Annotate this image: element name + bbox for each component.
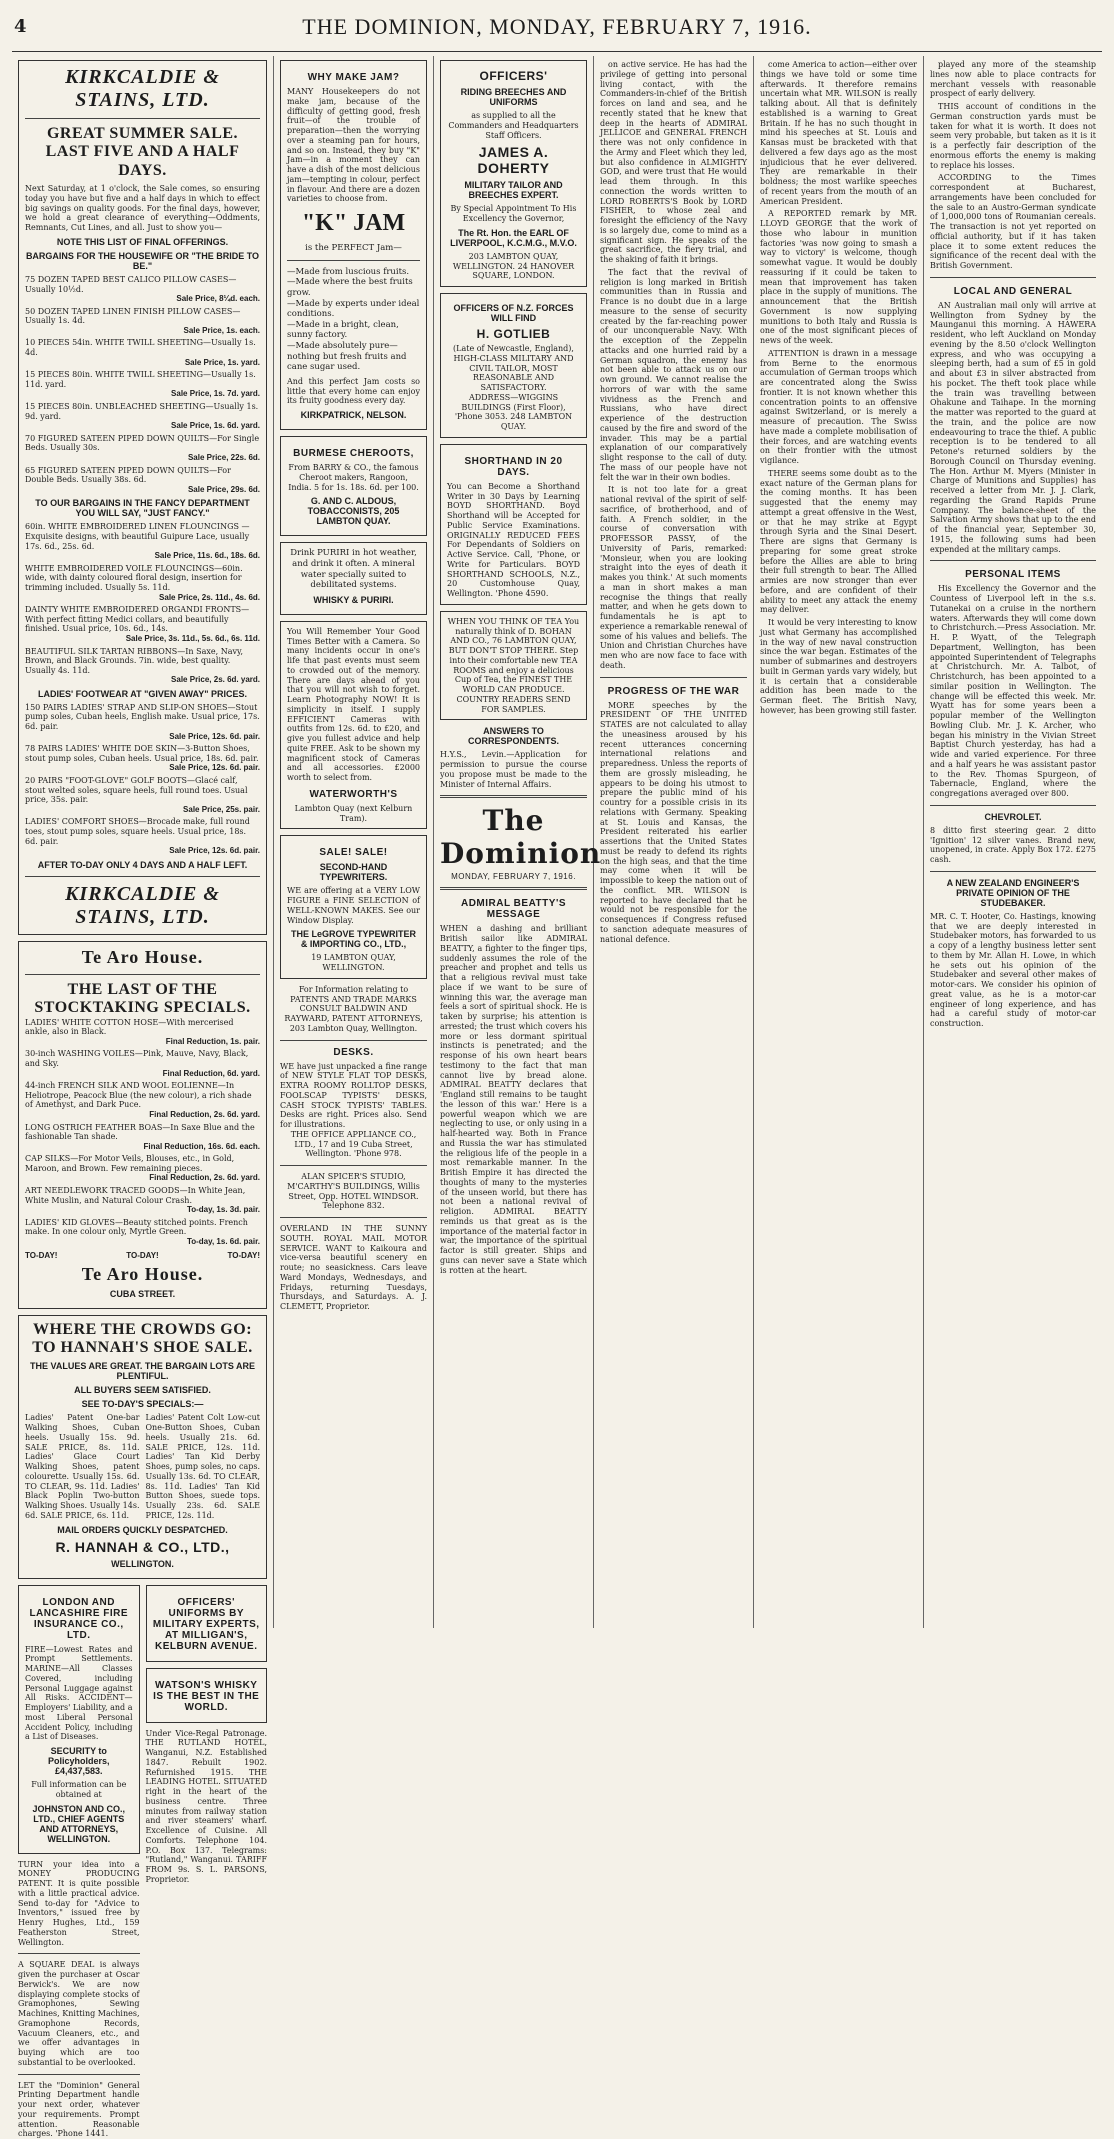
chevrolet-body: 8 ditto first steering gear. 2 ditto 'Ignition' 12 silver vanes. Brand new, unopened, in crate. Apply Box 172. £275 cash. (930, 825, 1096, 864)
aro-item: 44-inch FRENCH SILK AND WOOL EOLIENNE—In Heliotrope, Peacock Blue (the new colour), a rich shade of Amethyst, and Dark Puce. Final Reduction, 2s. 6d. yard. (25, 1081, 260, 1119)
sale-intro: Next Saturday, at 1 o'clock, the Sale comes, so ensuring today you have but five and a half days in which to effect big savings on quality goods. For the final days, however, we hold a great clearance of everything—Oddments, Remnants, Cut Lines, and all. Just to show you— (25, 184, 260, 233)
kjam-ad (280, 60, 427, 430)
typewriter-ad (280, 835, 427, 979)
after-today: AFTER TO-DAY ONLY 4 DAYS AND A HALF LEFT. (37, 859, 248, 870)
correspondents-body: H.Y.S., Levin.—Application for permission to pursue the course you propose must be made to the Minister of Internal Affairs. (440, 750, 587, 789)
kjam-point: —Made in a bright, clean, sunny factory. (287, 319, 399, 341)
gotlieb-name: H. GOTLIEB (476, 327, 551, 341)
sale-item: 10 PIECES 54in. WHITE TWILL SHEETING—Usually 1s. 4d. Sale Price, 1s. yard. (25, 338, 260, 367)
shorthand-heading: SHORTHAND IN 20 DAYS. (464, 455, 563, 478)
doherty-sub: MILITARY TAILOR AND BREECHES EXPERT. (464, 180, 563, 201)
dominion-date: MONDAY, FEBRUARY 7, 1916. (451, 872, 576, 882)
personal-body: His Excellency the Governor and the Countess of Liverpool left in the s.s. Tutanekai on a cruise in the northern waters. Afterwards they will come down to Christchurch.—Press Association. Mr. H. P. Wyatt, of the Telegraph Department, Wellington, has been appointed Superintendent of Telegraphs at Christchurch. Mr. A. Talbot, of Christchurch, has been appointed to a similar position in Wellington. The change will be effected this week. Mr. Wyatt has for some years been a popular member of the Wellington Bowling Club. Mr. J. K. Archer, who began his ministry in the Vivian Street Baptist Church yesterday, has had a wide and varied experience. For three and a half years he was assistant pastor to the Rev. Thomas Spurgeon, of Tabernacle, England, where the congregations averaged over 800. (930, 584, 1096, 798)
desks-heading: DESKS. (333, 1046, 374, 1058)
aro-item: 30-inch WASHING VOILES—Pink, Mauve, Navy, Black, and Sky. Final Reduction, 6d. yard. (25, 1049, 260, 1078)
page-number: 4 (14, 16, 27, 37)
aro-item: LONG OSTRICH FEATHER BOAS—In Saxe Blue and the fashionable Tan shade. Final Reduction, 16s. 6d. each. (25, 1122, 260, 1151)
jam-heading: WHY MAKE JAM? (307, 72, 400, 83)
aro-item: ART NEEDLEWORK TRACED GOODS—In White Jean, White Muslin, and Natural Colour Crash. To-day, 1s. 3d. pair. (25, 1186, 260, 1215)
london-heading: LONDON AND LANCASHIRE FIRE INSURANCE CO., LTD. (29, 1596, 129, 1641)
kjam-point: —Made absolutely pure—nothing but fresh fruits and cane sugar used. (287, 341, 407, 373)
kirkcaldie-footer: KIRKCALDIE & STAINS, LTD. (65, 882, 220, 928)
doherty-address: 203 LAMBTON QUAY, WELLINGTON. 24 HANOVER SQUARE, LONDON. (452, 251, 575, 281)
watson-ad (146, 1668, 268, 1723)
local-heading: LOCAL AND GENERAL (953, 285, 1073, 297)
grove-name: THE LeGROVE TYPEWRITER & IMPORTING CO., LTD., (290, 929, 416, 950)
fancy-heading: TO OUR BARGAINS IN THE FANCY DEPARTMENT YOU WILL SAY, "JUST FANCY." (35, 498, 250, 519)
sale-item: 65 FIGURED SATEEN PIPED DOWN QUILTS—For Double Beds. Usually 38s. 6d. Sale Price, 29s. 6d. (25, 465, 260, 494)
sale-item: 15 PIECES 80in. UNBLEACHED SHEETING—Usually 1s. 9d. yard. Sale Price, 1s. 6d. yard. (25, 402, 260, 431)
column-3 (434, 56, 602, 1628)
tea-body: WHEN YOU THINK OF TEA You naturally think of D. BOHAN AND CO., 76 LAMBTON QUAY, BUT DON'T STOP THERE. Step into their comfortable new TEA ROOMS and enjoy a delicious Cup of Tea, the FINEST THE WORLD CAN PRODUCE. COUNTRY READERS SEND FOR SAMPLES. (447, 616, 580, 714)
sale-item: 15 PIECES 80in. WHITE TWILL SHEETING—Usually 1s. 11d. yard. Sale Price, 1s. 7d. yard. (25, 370, 260, 399)
kjam-point: —Made from luscious fruits. (287, 266, 410, 277)
london-agents: JOHNSTON AND CO., LTD., CHIEF AGENTS AND ATTORNEYS, WELLINGTON. (32, 1803, 125, 1844)
kjam-point: —Made where the best fruits grow. (287, 277, 413, 298)
fancy-item: BEAUTIFUL SILK TARTAN RIBBONS—In Saxe, Navy, Brown, and Black Grounds. 7in. wide, best quality. Usually 4s. 11d. Sale Price, 2s. 6d. yard. (25, 646, 260, 685)
aro-item: LADIES' WHITE COTTON HOSE—With mercerised ankle, also in Black. Final Reduction, 1s. pair. (25, 1017, 260, 1046)
waterworth-name: WATERWORTH'S (309, 788, 398, 800)
progress-continued: It would be very interesting to know just what Germany has accomplished in the way of new naval construction since the war began. Estimates of the number of submarines and destroyers built in German yards vary widely, but it is certain that a considerable addition has been made to the German fleet. The British Navy, however, has been growing still faster. (760, 618, 917, 715)
milligan-ad (146, 1585, 268, 1662)
kjam-close: And this perfect Jam costs so little that every home can enjoy its fruity goodness every day. (287, 376, 420, 406)
burmese-heading: BURMESE CHEROOTS, (293, 448, 414, 460)
whisky-puriri: WHISKY & PURIRI. (313, 594, 394, 605)
beatty-body: WHEN a dashing and brilliant British sailor like ADMIRAL BEATTY, a fighter to the finger tips, suddenly assumes the role of the preacher and prophet and tells us that a religious revival must take place if we want to be sure of winning this war, the average man feels a sort of spiritual shock. He is taken by surprise; his attention is arrested; the trust which covers his more or less dormant spiritual instincts is penetrated; and the response of his own heart bears testimony to the fact that man cannot live by bread alone. ADMIRAL BEATTY declares that 'England still remains to be taught the lesson of this war.' Here is a powerful weapon which we are neglecting to use, or only using in a half-hearted way. Both in France and Russia the war has stimulated the religious life of the people in a most remarkable manner. In the British Empire it has directed the thoughts of many to the mysteries of the unseen world, but there has not been a national revival of religion. ADMIRAL BEATTY reminds us that great as is the importance of the material factor in war, the importance of the spiritual factor is still greater. Ships and guns can never save a State which is rotten at the heart. (440, 924, 587, 1275)
progress-continued: THERE seems some doubt as to the exact nature of the German plans for the coming months. It has been suggested that the enemy may attempt a great offensive in the West, or that he may strike at Egypt through Syria and the Sinai Desert. There are signs that Germany is preparing for some great stroke before the Allies are able to bring their full strength to bear. The Allied armies are now stronger than ever before, and are confident of their ability to meet any attack the enemy may deliver. (760, 468, 917, 615)
sale-item: 50 DOZEN TAPED LINEN FINISH PILLOW CASES—Usually 1s. 4d. Sale Price, 1s. each. (25, 306, 260, 335)
footwear-item: 150 PAIRS LADIES' STRAP AND SLIP-ON SHOES—Stout pump soles, Cuban heels, English make. Usual price, 17s. 6d. pair. Sale Price, 12s. 6d. pair. (25, 702, 260, 741)
desks-company: THE OFFICE APPLIANCE CO., LTD., 17 and 19 Cuba Street, Wellington. 'Phone 978. (290, 1129, 417, 1159)
specials-left: Ladies' Patent One-bar Walking Shoes, Cuban heels. Usually 15s. 9d. SALE PRICE, 8s. 11d. Ladies' Glace Court Walking Shoes, patent colourette. Usually 15s. 6d. TO CLEAR, 9s. 11d. Ladies' Black Poplin Two-button Walking Shoes. Usually 14s. 6d. SALE PRICE, 6s. 11d. (25, 1413, 140, 1520)
kjam-point: —Made by experts under ideal conditions. (287, 298, 420, 320)
kjam-title: "K" JAM (301, 210, 406, 236)
typewriters-heading: SECOND-HAND TYPEWRITERS. (319, 862, 388, 883)
shorthand-body: You can Become a Shorthand Writer in 30 Days by Learning BOYD SHORTHAND. Boyd Shorthand will be Accepted for Public Service Examinations. ORIGINALLY REDUCED FEES For Dependants of Soldiers on Active Service. Call, 'Phone, or Write for Particulars. BOYD SHORTHAND SCHOOLS, N.Z., 20 Customhouse Quay, Wellington. 'Phone 4590. (447, 481, 580, 598)
column-5 (754, 56, 924, 1628)
sale-subheading: LAST FIVE AND A HALF DAYS. (45, 143, 240, 179)
doherty-ad (440, 60, 587, 287)
progress-continued: ATTENTION is drawn in a message from Berne to the enormous accumulation of German troops which are concentrated along the Swiss frontier. It is not known whether this concentration points to an offensive against Switzerland, or is merely a measure of precaution. The Swiss have made a complete mobilisation of their forces, and are watching events on their frontier with the utmost vigilance. (760, 348, 917, 465)
beatty-continued: The fact that the revival of religion is long marked in British communities than in Russia and France is no doubt due in a large measure to the sense of security created by the far-reaching power of our unconquerable Navy. With the exception of the Zeppelin attacks and one hurried raid by a German squadron, the enemy has not been able to attack us on our own ground. We cannot realise the horrors of war with the same vividness as the French and Russians, who have direct experience of the destruction caused by the fire and sword of the invader. This may be a partial explanation of our comparatively slight response to the call of duty. The mass of our people have not felt the war in their own bodies. (600, 267, 747, 482)
fancy-item: 60in. WHITE EMBROIDERED LINEN FLOUNCINGS — Exquisite designs, with beautiful Guipure Lace, usually 17s. 6d., 25s. 6d. Sale Price, 11s. 6d., 18s. 6d. (25, 522, 260, 561)
footwear-item: LADIES' COMFORT SHOES—Brocade make, full round toes, stout pump soles, square heels. Usual price, 18s. 6d. pair. Sale Price, 12s. 6d. pair. (25, 817, 260, 856)
aro-item: CAP SILKS—For Motor Veils, Blouses, etc., in Gold, Maroon, and Brown. Few remaining pieces. Final Reduction, 2s. 6d. yard. (25, 1154, 260, 1183)
patent-ad: TURN your idea into a MONEY PRODUCING PATENT. It is quite possible with a little practical advice. Send to-day for "Advice to Inventors," issued free by Henry Hughes, Ltd., 159 Featherston Street, Wellington. (18, 1859, 140, 1947)
sale-heading: GREAT SUMMER SALE. (46, 125, 239, 142)
hannah-name: R. HANNAH & CO., LTD., (55, 1538, 230, 1555)
hannah-ad (18, 1315, 267, 1579)
overland-ad: OVERLAND IN THE SUNNY SOUTH. ROYAL MAIL MOTOR SERVICE. WANT to Kaikoura and vice-versa beautiful scenery en route; no seasickness. Cars leave Ward Mondays, Wednesdays, and Fridays, returning Tuesdays, Thursdays, and Saturdays. A. J. CLEMETT, Proprietor. (280, 1224, 427, 1312)
square-deal-ad: A SQUARE DEAL is always given the purchaser at Oscar Berwick's. We are now displaying complete stocks of Gramophones, Sewing Machines, Knitting Machines, Gramophone Records, Vacuum Cleaners, etc., and we offer advantages in buying which are too substantial to be overlooked. (18, 1960, 140, 2067)
watson-body: WATSON'S WHISKY IS THE BEST IN THE WORLD. (153, 1679, 260, 1713)
sale-item: 70 FIGURED SATEEN PIPED DOWN QUILTS—For Single Beds. Usually 30s. Sale Price, 22s. 6d. (25, 433, 260, 463)
dominion-nameplate: The Dominion (440, 804, 602, 871)
appointment: By Special Appointment To His Excellency the Governor, (450, 204, 577, 223)
kirkpatrick: KIRKPATRICK, NELSON. (300, 410, 407, 421)
gotlieb-heading: OFFICERS OF N.Z. FORCES WILL FIND (453, 303, 574, 323)
jam-body: MANY Housekeepers do not make jam, because of the difficulty of getting good, fresh fruit—of the trouble of preparation—then the worrying over a steaming pan for hours, and so on. Instead, they buy "K" Jam—in a moment they can have a dish of the most delicious jam—tempting in colour, perfect in flavour. And there are a dozen varieties to choose from. (287, 87, 420, 204)
beatty-continued: on active service. He has had the privilege of getting into personal living contact, with the Commanders-in-chief of the British forces on land and sea, and he recently stated that he knew that deep in the hearts of ADMIRAL JELLICOE and GENERAL FRENCH there was not only confidence in the Army and Fleet which they led, but also confidence in ALMIGHTY GOD, and were trust that He would lead them through. In this connection the words written to LORD ROBERTS'S Book by LORD FISHER, to whose zeal and foresight the efficiency of the Navy is so largely due, come to mind as a significant sign. He speaks of the great sacrifice, the fiery trial, and the shaking of faith it brings. (600, 60, 747, 264)
rutland-hotel-ad: Under Vice-Regal Patronage. THE RUTLAND HOTEL, Wanganui, N.Z. Established 1847. Rebuilt 1902. Refurnished 1915. THE LEADING HOTEL. SITUATED right in the heart of the business centre. Three minutes from railway station and river steamers' wharf. Excellence of Cuisine. All Comforts. Telephone 104. P.O. Box 137. Telegrams: "Rutland," Wanganui. TARIFF FROM 9s. S. L. PARSONS, Proprietor. (145, 1728, 267, 1884)
engineer-body: MR. C. T. Hooter, Co. Hastings, knowing that we are deeply interested in Studebaker motors, has forwarded to us a copy of a lengthy business letter sent to them by Mr. Allan H. Lowe, in which he sets out his opinion of the Studebaker and several other makes of motor-cars. We consider his opinion of great value, as he is a motor-car engineer of long experience, and has had a careful study of motor-car construction. (930, 911, 1096, 1028)
kjam-subtitle: is the PERFECT Jam— (305, 243, 402, 253)
today-banner: TO-DAY! TO-DAY! TO-DAY! (25, 1250, 260, 1260)
shorthand-ad (440, 444, 587, 605)
footwear-heading: LADIES' FOOTWEAR AT "GIVEN AWAY" PRICES. (37, 688, 248, 699)
burmese-body: From BARRY & CO., the famous Cheroot makers, Rangoon, India. 5 for 1s. 18s. 6d. per 100. (288, 463, 419, 492)
chevrolet-heading: CHEVROLET. (984, 811, 1042, 822)
aro-item: LADIES' KID GLOVES—Beauty stitched points. French make. In one colour only, Myrtle Green. To-day, 1s. 6d. pair. (25, 1217, 260, 1247)
beatty-continued: It is not too late for a great national revival of the spirit of self-sacrifice, of brotherhood, and of faith. A French soldier, in the course of conversation with PROFESSOR PASSY, of the University of Paris, remarked: 'Monsieur, when you are looking straight into the eyes of death it makes you think.' At such moments a man in short makes a man recognise the things that really matter, and when he gets down to fundamentals he is apt to experience a remarkable renewal of some of his values and beliefs. The Union and Christian Churches have men who are now face to face with death. (600, 485, 747, 670)
progress-body: MORE speeches by the PRESIDENT OF THE UNITED STATES are not calculated to allay the uneasiness aroused by his recent utterances concerning international relations and preparedness. Unless the reports of them are grossly misleading, he appears to be doing his utmost to prepare the public mind of his country for a possible crisis in its relations with Germany. Speaking at St. Louis and Kansas, the President reiterated his earlier assertions that the United States must be ready to defend its rights on the high seas, and that the time may come when it will be impossible to keep the nation out of the conflict. MR. WILSON is reported to have declared that he would not be responsible for the consequences if Congress refused to sanction adequate measures of national defence. (600, 700, 747, 944)
progress-continued: ACCORDING to the Times correspondent at Bucharest, arrangements have been concluded for the sale to an Austro-German syndicate of 1,000,000 tons of Roumanian cereals. The transaction is not yet reported on official authority, but if it has taken place it to some extent reduces the significance of the recent deal with the British Government. (930, 173, 1096, 270)
bride-heading: BARGAINS FOR THE HOUSEWIFE OR "THE BRIDE TO BE." (25, 250, 260, 271)
footwear-item: 78 PAIRS LADIES' WHITE DOE SKIN—3-Button Shoes, stout pump soles, Cuban heels. Usual price, 18s. 6d. pair. Sale Price, 12s. 6d. pair. (25, 744, 260, 773)
earl: The Rt. Hon. the EARL OF LIVERPOOL, K.C.M.G., M.V.O. (450, 227, 577, 248)
specials-heading: SEE TO-DAY'S SPECIALS:— (81, 1399, 204, 1410)
sale-banner: SALE! SALE! (319, 847, 388, 859)
personal-heading: PERSONAL ITEMS (965, 569, 1061, 581)
correspondents-heading: ANSWERS TO CORRESPONDENTS. (467, 726, 559, 747)
column-6 (924, 56, 1102, 1628)
progress-heading: PROGRESS OF THE WAR (607, 685, 740, 697)
crowds-heading: WHERE THE CROWDS GO: TO HANNAH'S SHOE SALE. (32, 1320, 253, 1357)
beatty-heading: ADMIRAL BEATTY'S MESSAGE (460, 898, 566, 921)
grove-body: WE are offering at a VERY LOW FIGURE a FINE SELECTION of WELL-KNOWN MAKES. See our Window Display. (287, 886, 420, 925)
te-aro-heading: Te Aro House. (81, 946, 204, 967)
kirkcaldie-ad (18, 60, 267, 935)
waterworth-ad (280, 621, 427, 830)
te-aro-footer: Te Aro House. (81, 1263, 204, 1284)
cuba-street: CUBA STREET. (109, 1288, 176, 1299)
engineer-heading: A NEW ZEALAND ENGINEER'S PRIVATE OPINION OF THE STUDEBAKER. (946, 877, 1080, 908)
column-2 (274, 56, 434, 1628)
burmese-ad (280, 436, 427, 536)
mail-orders: MAIL ORDERS QUICKLY DESPATCHED. (57, 1524, 228, 1535)
progress-continued: A REPORTED remark by MR. LLOYD GEORGE that the work of those who labour in munition factories 'was now going to smash a way to victory' is welcome, though somewhat vague. It would be doubly reassuring if it could be taken to mean that improvement has taken place in the supply of munitions. The announcement that the British Government is now supplying munitions to both Italy and Russia is one of the most significant pieces of news of the week. (760, 209, 917, 345)
hannah-location: WELLINGTON. (111, 1558, 174, 1569)
sale-item: 75 DOZEN TAPED BEST CALICO PILLOW CASES—Usually 10½d. Sale Price, 8¼d. each. (25, 274, 260, 304)
local-body: AN Australian mail only will arrive at Wellington from Sydney by the Maunganui this morning. A HAWERA resident, who left Auckland on Monday evening by the 8.50 o'clock Wellington express, and who was occupying a sleeping berth, had a sum of £5 in gold and about £3 in silver abstracted from his pocket. The theft took place while the train was travelling between Ohakune and Taihape. In the morning the matter was reported to the guard at the train, and the police are now endeavouring to trace the thief. A public reception is to be tendered to all Petone's returned soldiers by the Borough Council on Thursday evening. The Hon. Arthur M. Myers (Minister in Charge of Munitions and Supplies) has received a letter from Mr. J. J. Clark, regarding the Grand Rapids Prune Company. The balance-sheet of the Salvation Army shows that up to the end of the financial year, September 30, 1915, the following sums had been expended at the military camps. (930, 300, 1096, 554)
grove-location: 19 LAMBTON QUAY, WELLINGTON. (311, 953, 396, 973)
uniforms-sub: RIDING BREECHES AND UNIFORMS (460, 87, 567, 107)
specials-right: Ladies' Patent Colt Low-cut One-Button Shoes, Cuban heels. Usually 21s. 6d. SALE PRICE, 12s. 11d. Ladies' Tan Kid Derby Shoes, pump soles, no caps. Usually 13s. 6d. TO CLEAR, 8s. 11d. Ladies' Tan Kid Button Shoes, suede tops. Usually 23s. 6d. SALE PRICE, 12s. 11d. (145, 1413, 260, 1520)
london-body: FIRE—Lowest Rates and Prompt Settlements. MARINE—All Classes Covered, including Personal Luggage against All Risks. ACCIDENT—Employers' Liability, and a most Liberal Personal Accident Policy, including a List of Diseases. (25, 1644, 133, 1742)
waterworth-body: You Will Remember Your Good Times Better with a Camera. So many incidents occur in one's life that past events must seem to crowded out of the memory. There are days ahead of you that you will not wish to forget. Learn Photography NOW! It is simplicity in itself. I supply EFFICIENT Cameras with outfits from 12s. 6d. to £20, and give you fullest advice and help quite FREE. Ask to be shown my magnificent stock of Cameras and all accessories. £2000 worth to select from. (287, 626, 420, 783)
footwear-item: 20 PAIRS "FOOT-GLOVE" GOLF BOOTS—Glacé calf, stout welted soles, square heels, full round toes. Usual price, 35s. pair. Sale Price, 25s. pair. (25, 776, 260, 814)
london-security: SECURITY to Policyholders, £4,437,583. (47, 1746, 110, 1777)
newspaper-title: THE DOMINION, MONDAY, FEBRUARY 7, 1916. (302, 14, 812, 39)
stocktaking-heading: THE LAST OF THE STOCKTAKING SPECIALS. (34, 980, 251, 1017)
uniforms-body: as supplied to all the Commanders and Headquarters Staff Officers. (448, 111, 579, 140)
progress-continued: played any more of the steamship lines now able to place contracts for merchant vessels with reasonable prospect of early delivery. (930, 60, 1096, 99)
crowds-sub-1: THE VALUES ARE GREAT. THE BARGAIN LOTS ARE PLENTIFUL. (29, 1361, 255, 1382)
te-aro-ad (18, 941, 267, 1309)
final-offerings: NOTE THIS LIST OF FINAL OFFERINGS. (56, 236, 229, 247)
london-insurance-ad (18, 1585, 140, 1854)
fancy-item: WHITE EMBROIDERED VOILE FLOUNCINGS—60in. wide, with dainty coloured floral design, insertion for trimming included. Usually 5s. 11d. Sale Price, 2s. 11d., 4s. 6d. (25, 563, 260, 602)
spicer-ad: ALAN SPICER'S STUDIO, M'CARTHY'S BUILDINGS, Willis Street, Opp. HOTEL WINDSOR. Telephone 832. (287, 1172, 420, 1211)
crowds-sub-2: ALL BUYERS SEEM SATISFIED. (74, 1385, 211, 1396)
aldous: G. AND C. ALDOUS, TOBACCONISTS, 205 LAMBTON QUAY. (307, 496, 400, 527)
column-1 (12, 56, 274, 2139)
gotlieb-ad (440, 293, 587, 438)
waterworth-location: Lambton Quay (next Kelburn Tram). (294, 803, 413, 823)
milligan-body: OFFICERS' UNIFORMS BY MILITARY EXPERTS, AT MILLIGAN'S, KELBURN AVENUE. (152, 1596, 260, 1652)
dominion-printing-ad: LET the "Dominion" General Printing Department handle your next order, whatever your requirements. Prompt attention. Reasonable charges. 'Phone 1441. (18, 2080, 140, 2139)
gotlieb-address: ADDRESS—WIGGINS BUILDINGS (First Floor), 'Phone 3053. 248 LAMBTON QUAY. (454, 392, 573, 431)
masthead (12, 8, 1102, 52)
london-info: Full information can be obtained at (31, 1780, 127, 1799)
progress-continued: come America to action—either over things we have told or some time afterwards. It therefore remains uncertain what MR. WILSON is really talking about. All that is definitely established is a warning to Great Britain. If he has no such thought in mind his speeches at St. Louis and Kansas must be bracketed with that delivered a few days ago as the most injudicious that he ever delivered. They are remarkable in their boldness; the most warlike speeches of recent years from the mouth of an American President. (760, 60, 917, 206)
kirkcaldie-heading: KIRKCALDIE & STAINS, LTD. (65, 66, 220, 111)
column-4 (594, 56, 754, 1628)
gotlieb-body: (Late of Newcastle, England), HIGH-CLASS MILITARY AND CIVIL TAILOR, MOST REASONABLE AND SATISFACTORY. (453, 344, 574, 392)
puriri-ad (280, 542, 427, 615)
uniforms-heading: OFFICERS' (479, 69, 548, 83)
desks-body: WE have just unpacked a fine range of NEW STYLE FLAT TOP DESKS, EXTRA ROOMY ROLLTOP DESKS, FOOLSCAP TYPISTS' DESKS, CASH STOCK TYPISTS' TABLES. Desks are right. Prices also. Send for illustrations. (280, 1061, 427, 1130)
fancy-item: DAINTY WHITE EMBROIDERED ORGANDI FRONTS—With perfect fitting Medici collars, and beautifully finished. Usual price, 10s. 6d., 14s. Sale Price, 3s. 11d., 5s. 6d., 6s. 11d. (25, 605, 260, 643)
doherty-name: JAMES A. DOHERTY (477, 144, 550, 177)
tea-ad (440, 611, 587, 721)
puriri-body: Drink PURIRI in hot weather, and drink it often. A mineral water specially suited to debilitated systems. (290, 548, 417, 591)
progress-continued: THIS account of conditions in the German construction yards must be taken for what it is worth. It does not seem very probable, but taken as it is it is a perfectly fair description of the enormous efforts the enemy is making to replace his losses. (930, 102, 1096, 170)
patents-ad: For Information relating to PATENTS AND TRADE MARKS CONSULT BALDWIN AND RAYWARD, PATENT ATTORNEYS, 203 Lambton Quay, Wellington. (284, 984, 423, 1033)
